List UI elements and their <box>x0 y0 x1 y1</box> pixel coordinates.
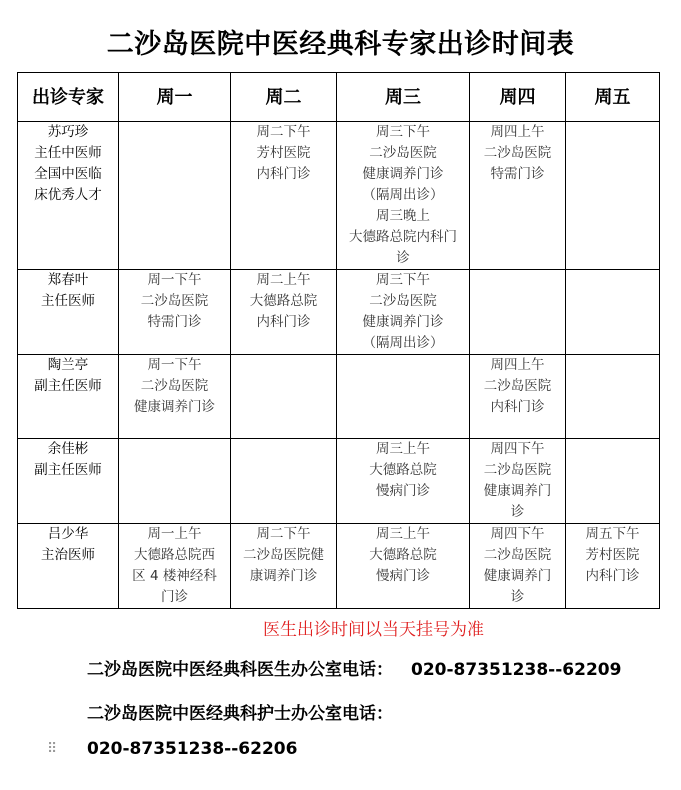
schedule-cell-friday <box>566 439 660 524</box>
table-row <box>18 270 660 355</box>
schedule-cell-friday <box>566 355 660 439</box>
schedule-line: 慢病门诊 <box>376 568 430 584</box>
schedule-cell-wednesday <box>337 355 470 439</box>
header-monday: 周一 <box>119 73 231 122</box>
schedule-cell-monday <box>119 270 231 355</box>
schedule-line: 周一上午 <box>147 526 202 542</box>
schedule-line: 周三下午 <box>376 272 430 288</box>
schedule-line: 诊 <box>510 589 525 605</box>
schedule-line: 区 4 楼神经科 <box>132 568 217 584</box>
table-row <box>18 122 660 270</box>
doctor-title: 全国中医临 <box>34 166 102 182</box>
schedule-line: 周三上午 <box>376 441 430 457</box>
schedule-line: 内科门诊 <box>490 399 545 415</box>
schedule-line: 大德路总院 <box>369 547 437 563</box>
nurse-office-label: 二沙岛医院中医经典科护士办公室电话： <box>87 704 393 724</box>
schedule-line: 周四上午 <box>490 124 545 140</box>
table-row <box>18 524 660 609</box>
schedule-line: 健康调养门诊 <box>134 399 215 415</box>
schedule-line: 周五下午 <box>585 526 640 542</box>
schedule-note: 医生出诊时间以当天挂号为准 <box>263 620 484 640</box>
schedule-line: 周一下午 <box>147 357 202 373</box>
schedule-line: 二沙岛医院 <box>140 378 209 394</box>
schedule-line: 二沙岛医院 <box>483 145 552 161</box>
schedule-line: 诊 <box>396 250 410 266</box>
schedule-line: 周四上午 <box>490 357 545 373</box>
schedule-line: 二沙岛医院 <box>140 293 209 309</box>
schedule-cell-thursday <box>470 355 566 439</box>
schedule-line: 健康调养门诊 <box>362 166 444 182</box>
schedule-cell-tuesday <box>231 524 337 609</box>
schedule-line: 特需门诊 <box>147 314 202 330</box>
schedule-line: 二沙岛医院 <box>483 547 552 563</box>
schedule-line: 健康调养门 <box>483 568 552 584</box>
doctor-name: 吕少华 <box>47 526 89 542</box>
schedule-line: 周二下午 <box>256 124 311 140</box>
schedule-line: 周三晚上 <box>376 208 430 224</box>
schedule-cell-wednesday <box>337 524 470 609</box>
schedule-line: 周四下午 <box>490 526 545 542</box>
doctor-title: 床优秀人才 <box>34 187 102 203</box>
table-row <box>18 355 660 439</box>
table-row <box>18 439 660 524</box>
schedule-line: 大德路总院内科门 <box>349 229 457 245</box>
nurse-office-phone: 020-87351238--62206 <box>87 739 298 759</box>
schedule-cell-thursday <box>470 122 566 270</box>
doctor-title: 主任医师 <box>41 293 95 309</box>
header-tuesday: 周二 <box>231 73 337 122</box>
schedule-cell-thursday <box>470 439 566 524</box>
doctor-name: 余佳彬 <box>47 441 89 457</box>
schedule-line: 内科门诊 <box>256 314 311 330</box>
header-thursday: 周四 <box>470 73 566 122</box>
schedule-line: 二沙岛医院 <box>483 378 552 394</box>
doctor-name: 郑春叶 <box>47 272 89 288</box>
schedule-line: 大德路总院 <box>249 293 318 309</box>
schedule-cell-tuesday <box>231 439 337 524</box>
doctor-title: 副主任医师 <box>34 462 102 478</box>
schedule-cell-tuesday <box>231 355 337 439</box>
schedule-cell-monday <box>119 439 231 524</box>
doctor-office-phone: 020-87351238--62209 <box>411 660 622 680</box>
schedule-line: 大德路总院西 <box>134 547 215 563</box>
schedule-line: 诊 <box>510 504 525 520</box>
schedule-line: 大德路总院 <box>369 462 437 478</box>
schedule-cell-wednesday <box>337 439 470 524</box>
schedule-line: 慢病门诊 <box>376 483 430 499</box>
schedule-cell-tuesday <box>231 270 337 355</box>
doctor-cell <box>18 355 119 439</box>
schedule-line: 周二下午 <box>256 526 311 542</box>
schedule-line: 二沙岛医院 <box>369 293 437 309</box>
schedule-cell-thursday <box>470 524 566 609</box>
header-row <box>18 73 660 122</box>
schedule-line: 周一下午 <box>147 272 202 288</box>
header-wednesday: 周三 <box>337 73 470 122</box>
doctor-title: 主治医师 <box>41 547 95 563</box>
schedule-line: 周二上午 <box>256 272 311 288</box>
schedule-line: 芳村医院 <box>256 145 311 161</box>
drag-handle-icon[interactable]: ⠿ <box>47 741 58 757</box>
doctor-title: 主任中医师 <box>34 145 102 161</box>
doctor-cell <box>18 524 119 609</box>
doctor-name: 苏巧珍 <box>47 124 89 140</box>
schedule-line: 健康调养门诊 <box>362 314 444 330</box>
schedule-cell-tuesday <box>231 122 337 270</box>
schedule-line: 门诊 <box>161 589 188 605</box>
doctor-office-contact <box>87 655 621 680</box>
doctor-title: 副主任医师 <box>34 378 102 394</box>
schedule-cell-wednesday <box>337 122 470 270</box>
schedule-line: 二沙岛医院 <box>483 462 552 478</box>
schedule-cell-monday <box>119 524 231 609</box>
schedule-line: （隔周出诊） <box>362 187 444 203</box>
header-doctor: 出诊专家 <box>18 73 119 122</box>
doctor-cell <box>18 270 119 355</box>
doctor-name: 陶兰亭 <box>47 357 89 373</box>
schedule-line: 芳村医院 <box>585 547 640 563</box>
schedule-line: 特需门诊 <box>490 166 545 182</box>
schedule-line: 内科门诊 <box>256 166 311 182</box>
schedule-cell-friday <box>566 270 660 355</box>
schedule-cell-friday <box>566 524 660 609</box>
schedule-line: 周三下午 <box>376 124 430 140</box>
schedule-cell-friday <box>566 122 660 270</box>
schedule-line: （隔周出诊） <box>362 335 444 351</box>
doctor-office-label: 二沙岛医院中医经典科医生办公室电话： <box>87 660 393 680</box>
schedule-line: 内科门诊 <box>585 568 640 584</box>
doctor-cell <box>18 439 119 524</box>
schedule-line: 周三上午 <box>376 526 430 542</box>
schedule-line: 健康调养门 <box>483 483 552 499</box>
schedule-table <box>17 72 660 609</box>
schedule-cell-thursday <box>470 270 566 355</box>
page-title: 二沙岛医院中医经典科专家出诊时间表 <box>106 29 575 60</box>
schedule-cell-monday <box>119 355 231 439</box>
schedule-line: 周四下午 <box>490 441 545 457</box>
schedule-line: 康调养门诊 <box>249 568 318 584</box>
header-friday: 周五 <box>566 73 660 122</box>
schedule-cell-monday <box>119 122 231 270</box>
schedule-cell-wednesday <box>337 270 470 355</box>
doctor-cell <box>18 122 119 270</box>
schedule-line: 二沙岛医院 <box>369 145 437 161</box>
schedule-line: 二沙岛医院健 <box>243 547 324 563</box>
